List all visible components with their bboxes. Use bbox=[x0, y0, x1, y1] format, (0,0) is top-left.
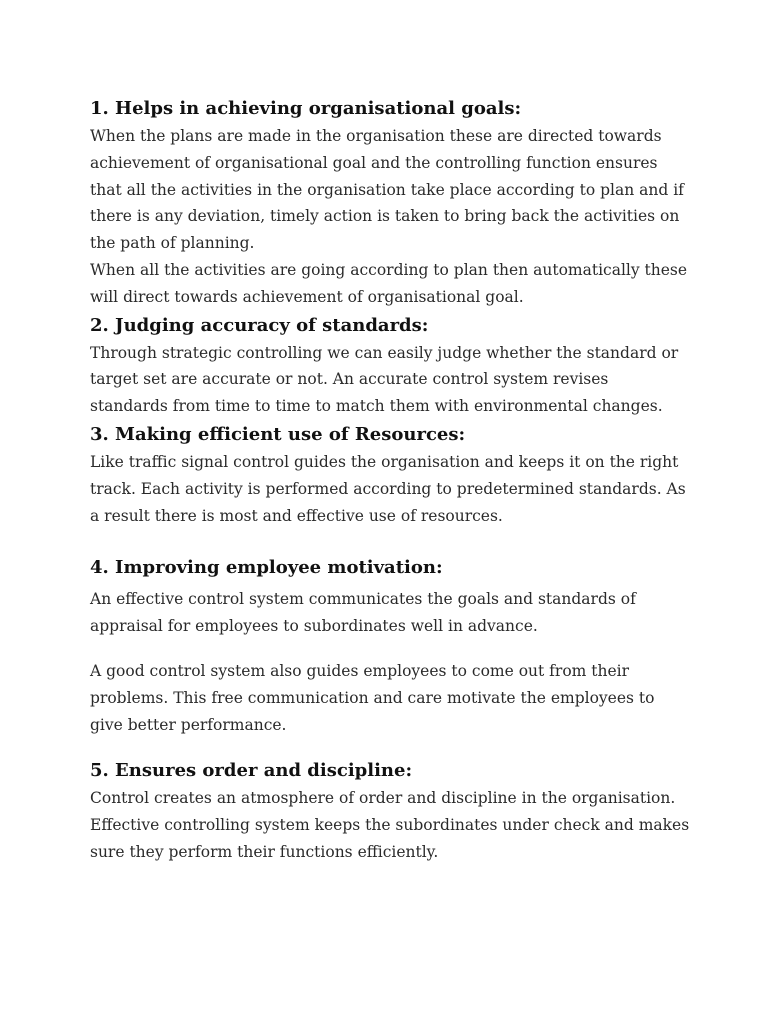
spacer bbox=[90, 738, 690, 756]
section-1-paragraph-2: When all the activities are going according to plan then automatically these will direct towards achievement of organisational goal. bbox=[90, 260, 688, 306]
section-heading-2: 2. Judging accuracy of standards: bbox=[90, 314, 429, 336]
section-3-paragraph-1: Like traffic signal control guides the organisation and keeps it on the right track. Each activity is performed according to predetermined standards. As a result there is most and effective use of resources. bbox=[90, 452, 686, 525]
spacer bbox=[90, 529, 690, 553]
section-5-paragraph-1: Control creates an atmosphere of order and discipline in the organisation. Effective controlling system keeps the subordinates under check and makes sure they perform their functions efficiently. bbox=[90, 789, 690, 861]
section-4-paragraph-1: An effective control system communicates the goals and standards of appraisal for employees to subordinates well in advance. bbox=[90, 590, 636, 636]
section-2-paragraph-1: Through strategic controlling we can easily judge whether the standard or target set are accurate or not. An accurate control system revises standards from time to time to match them with environmental changes. bbox=[90, 343, 679, 416]
section-4-paragraph-2: A good control system also guides employees to come out from their problems. This free communication and care motivate the employees to give better performance. bbox=[90, 661, 655, 734]
section-heading-1: 1. Helps in achieving organisational goals: bbox=[90, 98, 522, 119]
section-1-paragraph-1: When the plans are made in the organisation these are directed towards achievement of organisational goal and the controlling function ensures that all the activities in the organisation take place according to plan and if there is any deviation, timely action is taken to bring back the activities on the path of planning. bbox=[90, 127, 684, 253]
section-heading-4: 4. Improving employee motivation: bbox=[90, 557, 443, 579]
spacer bbox=[90, 640, 690, 658]
section-heading-5: 5. Ensures order and discipline: bbox=[90, 760, 413, 782]
section-heading-3: 3. Making efficient use of Resources: bbox=[90, 423, 466, 445]
document-page bbox=[90, 94, 690, 866]
